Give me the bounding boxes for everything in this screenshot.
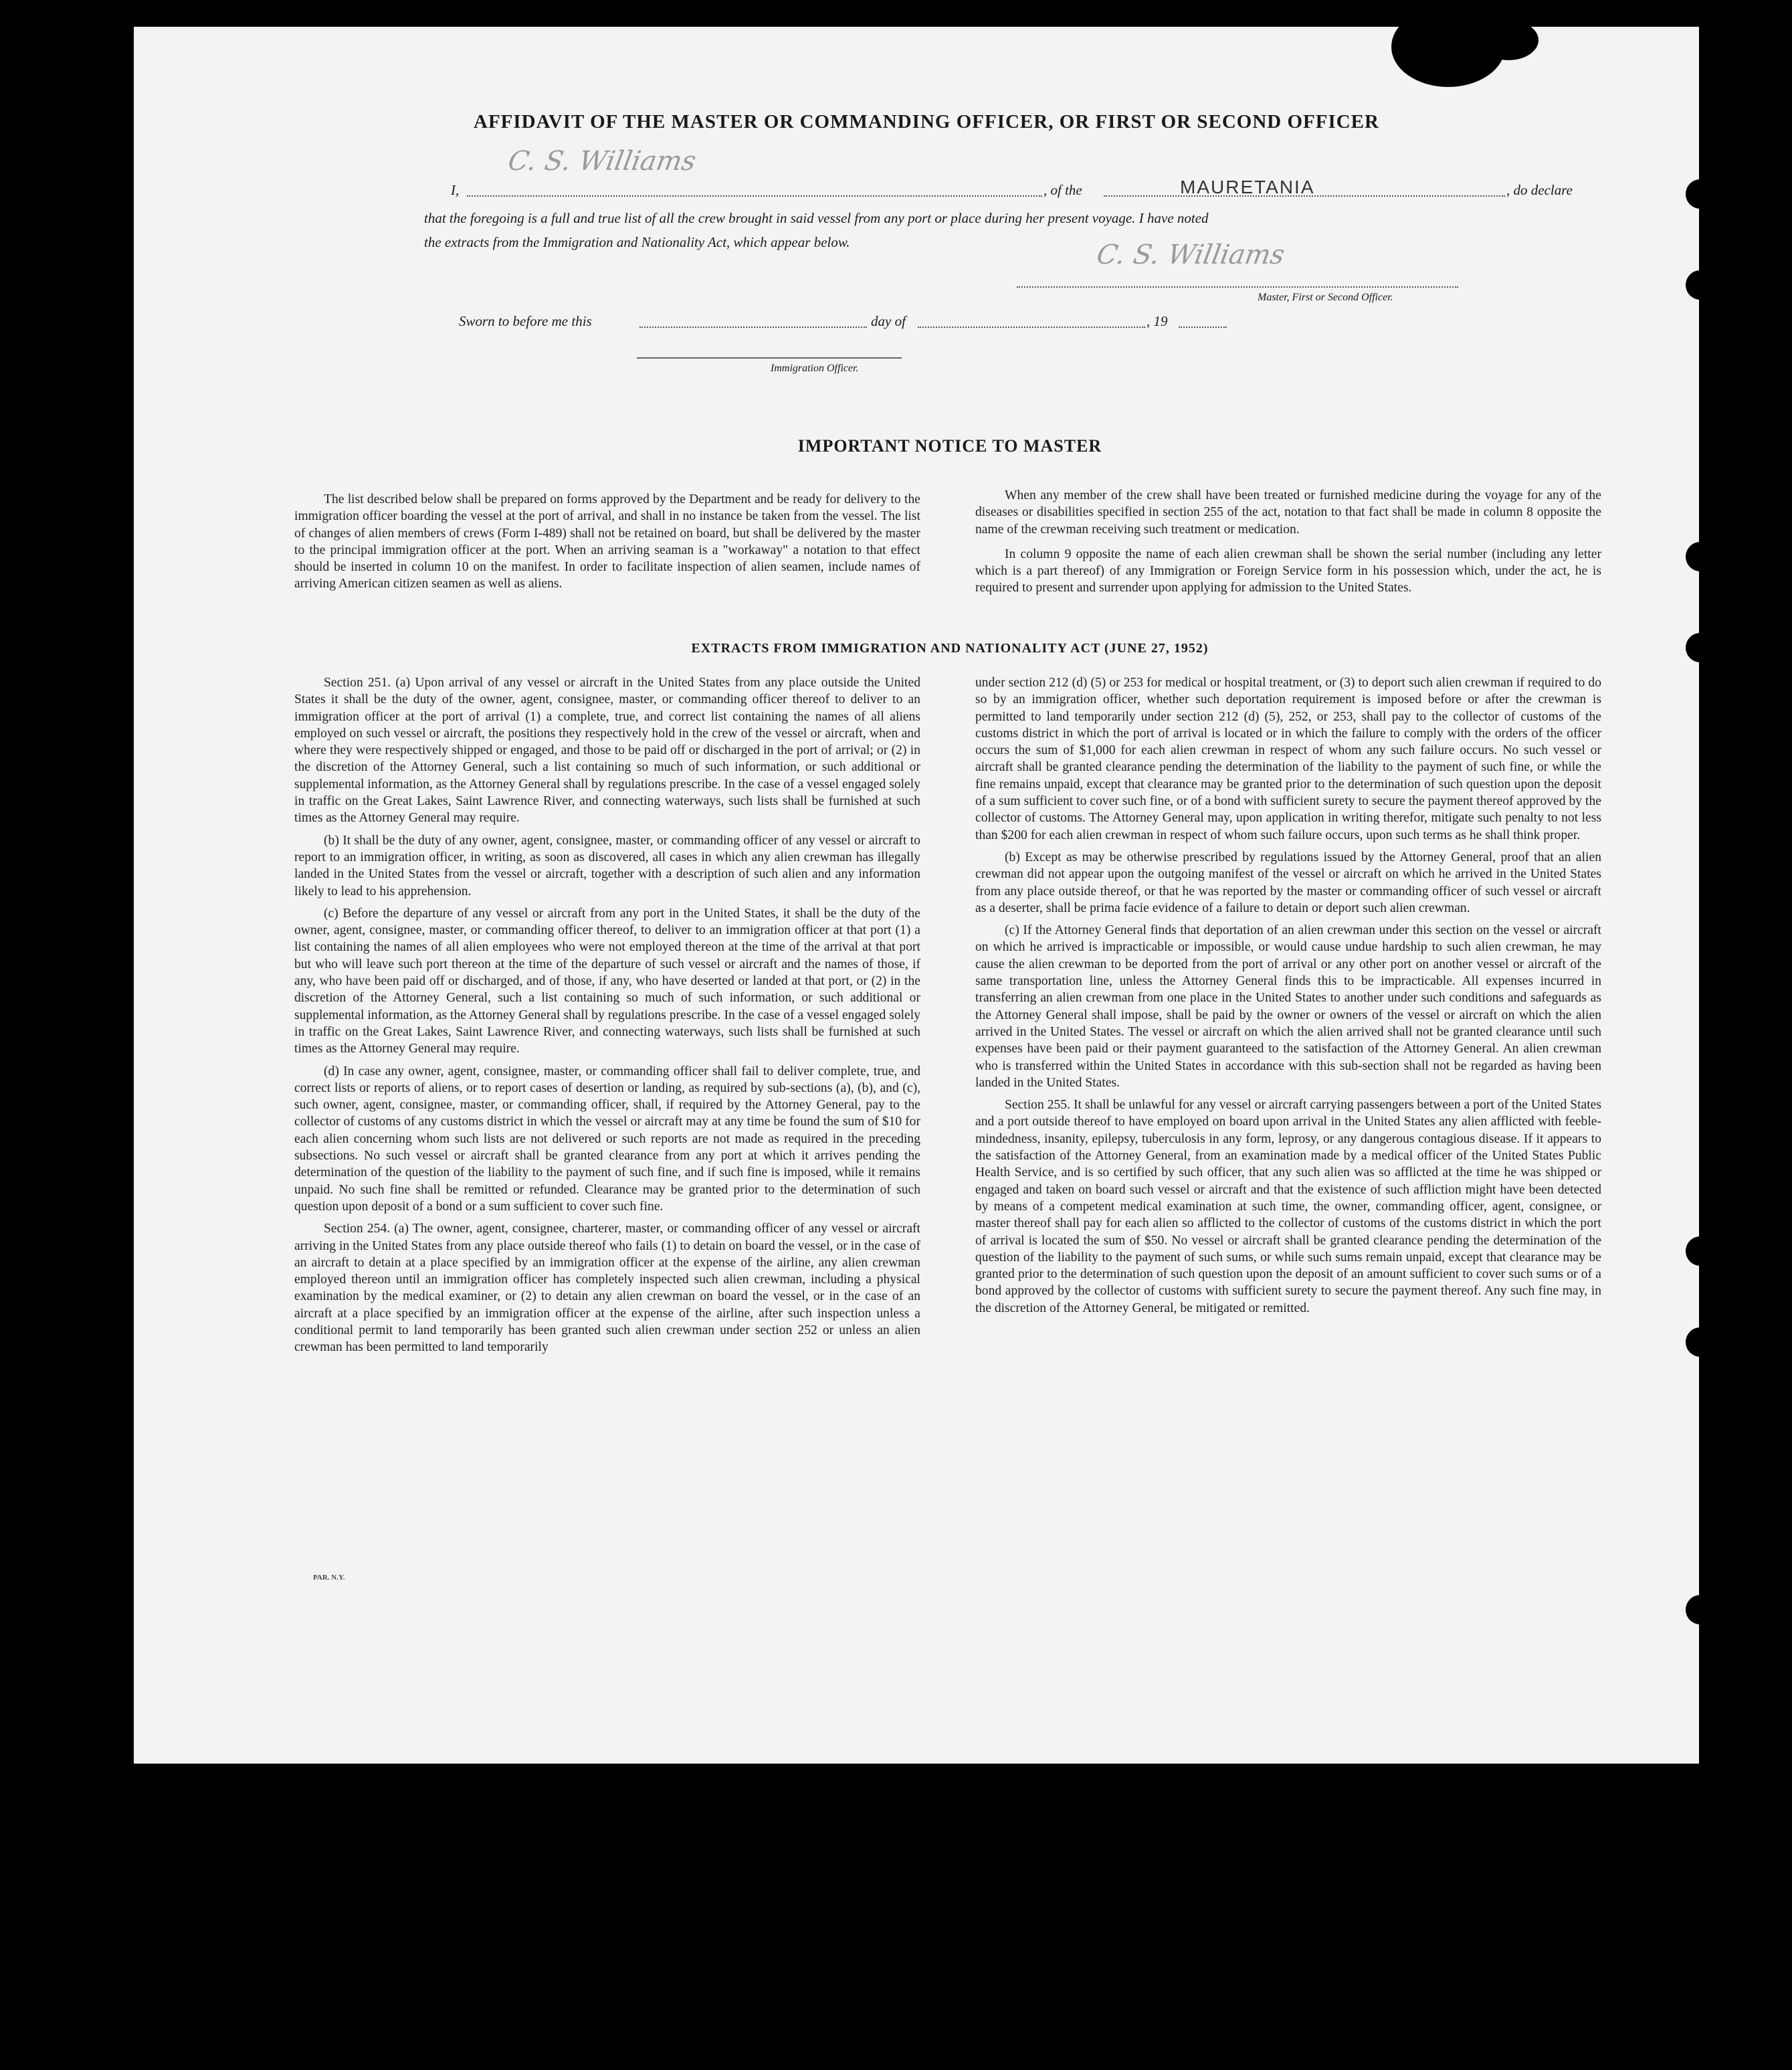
statement-line-1: that the foregoing is a full and true list of all the crew brought in said vessel from any port or place during her present voyage. I have noted <box>424 210 1209 226</box>
binder-hole <box>1686 1327 1715 1357</box>
torn-corner-detail <box>1478 20 1538 60</box>
notice-right-paragraph-2: In column 9 opposite the name of each alien crewman shall be shown the serial number (including any letter which is a part thereof) of any Immigration or Foreign Service form in his possession which, under the act, he is required to present and surrender upon applying for admission to the United States. <box>975 547 1601 595</box>
binder-hole <box>1686 542 1715 571</box>
section-251-c: (c) Before the departure of any vessel or aircraft from any port in the United States, it shall be the duty of the owner, agent, consignee, master, or commanding officer thereof, to deliver to an immigration officer at that port (1) a list containing the names of all alien employees who were not employed thereon at the time of the arrival at that port but who will leave such port thereon at the time of the departure of such vessel or aircraft and the names of those, if any, who have been paid off or discharged, and of those, if any, who have deserted or landed at that port, or (2) in the discretion of the Attorney General, such a list containing so much of such information, or such additional or supplemental information, as the Attorney General shall by regulations prescribe. In the case of a vessel engaged solely in traffic on the Great Lakes, Saint Lawrence River, and connecting waterways, such lists shall be furnished at such times as the Attorney General may require. <box>294 906 920 1056</box>
section-254-c: (c) If the Attorney General finds that deportation of an alien crewman under this section on the vessel or aircraft on which he arrived is impracticable or impossible, or would cause undue hardship to such alien crewman, he may cause the alien crewman to be deported from the port of arrival or any other port on another vessel or aircraft of the same transportation line, unless the Attorney General finds this to be impracticable. All expenses incurred in transferring an alien crewman from one place in the United States to another under such conditions and safeguards as the Attorney General shall impose, shall be paid by the owner or owners of the vessel or aircraft on which the alien arrived in the United States. The vessel or aircraft on which the alien arrived shall not be granted clearance until such expenses have been paid or their payment guaranteed to the satisfaction of the Attorney General. An alien crewman who is transferred within the United States in accordance with this sub-section shall not be regarded as having been landed in the United States. <box>975 923 1601 1090</box>
of-the-label: , of the <box>1043 182 1082 198</box>
footer-code: PAR. N.Y. <box>313 1574 345 1582</box>
binder-hole <box>1686 179 1715 209</box>
extracts-heading: EXTRACTS FROM IMMIGRATION AND NATIONALITY ACT (JUNE 27, 1952) <box>691 641 1209 656</box>
binder-hole <box>1686 633 1715 662</box>
binder-hole <box>1686 270 1715 300</box>
statement-line-2: the extracts from the Immigration and Nationality Act, which appear below. <box>424 234 850 250</box>
document-page <box>134 27 1699 1764</box>
notice-left-paragraph: The list described below shall be prepared on forms approved by the Department and be ready for delivery to the immigration officer boarding the vessel at the port of arrival, and shall in no instance be taken from the vessel. The list of changes of alien members of crews (Form I-489) shall not be retained on board, but shall be delivered by the master to the principal immigration officer at the port. When an arriving seaman is a "workaway" a notation to that effect should be inserted in column 10 on the manifest. In order to facilitate inspection of alien seamen, include names of arriving American citizen seamen as well as aliens. <box>294 492 920 591</box>
section-251-d: (d) In case any owner, agent, consignee, master, or commanding officer shall fail to deliver complete, true, and correct lists or reports of aliens, or to report cases of desertion or landing, as required by sub-sections (a), (b), and (c), such owner, agent, consignee, master, or commanding officer, shall, if required by the Attorney General, pay to the collector of customs of any customs district in which the vessel or aircraft may at any time be found the sum of $10 for each alien concerning whom such lists are not delivered or such reports are not made as required in the preceding subsections. No such vessel or aircraft shall be granted clearance from any port at which it arrives pending the determination of the question of the liability to the payment of such fine, and if such fine is imposed, while it remains unpaid. No such fine shall be remitted or refunded. Clearance may be granted prior to the determination of such question upon deposit of a bond or a sum sufficient to cover such fine. <box>294 1064 920 1214</box>
section-251-b: (b) It shall be the duty of any owner, agent, consignee, master, or commanding officer of any vessel or aircraft to report to an immigration officer, in writing, as soon as discovered, all cases in which any alien crewman has illegally landed in the United States from the vessel or aircraft, together with a description of such alien and any information likely to lead to his apprehension. <box>294 833 920 899</box>
do-declare-label: , do declare <box>1506 182 1573 198</box>
notice-left-column <box>294 491 920 593</box>
officer-name-signature: C. S. Williams <box>505 146 698 177</box>
ship-name: MAURETANIA <box>1180 177 1315 197</box>
affidavit-title: AFFIDAVIT OF THE MASTER OR COMMANDING OFFICER, OR FIRST OR SECOND OFFICER <box>474 111 1379 132</box>
notice-right-paragraph-1: When any member of the crew shall have been treated or furnished medicine during the voyage for any of the diseases or disabilities specified in section 255 of the act, notation to that fact shall be made in column 8 opposite the name of the crewman receiving such treatment or medication. <box>975 488 1601 537</box>
section-251-a: Section 251. (a) Upon arrival of any vessel or aircraft in the United States from any place outside the United States it shall be the duty of the owner, agent, consignee, master, or commanding officer thereof to deliver to an immigration officer at the port of arrival (1) a complete, true, and correct list containing the names of all aliens employed on such vessel or aircraft, the positions they respectively hold in the crew of the vessel or aircraft, when and where they were respectively shipped or engaged, and those to be paid off or discharged in the port of arrival; or (2) in the discretion of the Attorney General, such a list containing so much of such information, or such additional or supplemental information, as the Attorney General shall by regulations prescribe. In the case of a vessel engaged solely in traffic on the Great Lakes, Saint Lawrence River, and connecting waterways, such lists shall be furnished at such times as the Attorney General may require. <box>294 676 920 826</box>
notice-heading: IMPORTANT NOTICE TO MASTER <box>797 436 1102 456</box>
binder-hole <box>1686 1236 1715 1266</box>
section-255: Section 255. It shall be unlawful for any vessel or aircraft carrying passengers between a port of the United States and a port outside thereof to have employed on board upon arrival in the United States any alien afflicted with feeble-mindedness, insanity, epilepsy, tuberculosis in any form, leprosy, or any dangerous contagious disease. If it appears to the satisfaction of the Attorney General, from an examination made by a medical officer of the United States Public Health Service, and is so certified by such officer, that any such alien was so afflicted at the time he was shipped or engaged and taken on board such vessel or aircraft and that the existence of such affliction might have been detected by means of a competent medical examination at such time, the owner, commanding officer, agent, consignee, or master thereof shall pay for each alien so afflicted to the collector of customs of the customs district in which the port of arrival is located the sum of $50. No vessel or aircraft shall be granted clearance pending the determination of the question of the liability to the payment of such sums, or while such sums remain unpaid, except that clearance may be granted prior to the determination of such question upon the deposit of an amount sufficient to cover such sums or of a bond approved by the collector of customs with sufficient surety to secure the payment thereof. Any such fine may, in the discretion of the Attorney General, be mitigated or remitted. <box>975 1098 1601 1315</box>
sworn-day-line <box>639 326 867 328</box>
extracts-right-column <box>975 674 1601 1317</box>
section-254-b: (b) Except as may be otherwise prescribed by regulations issued by the Attorney General, proof that an alien crewman did not appear upon the outgoing manifest of the vessel or aircraft on which he arrived in the United States from any place outside thereof, or that he was reported by the master or commanding officer of such vessel or aircraft as a deserter, shall be prima facie evidence of a failure to detain or deport such alien crewman. <box>975 850 1601 915</box>
sworn-label: Sworn to before me this <box>459 313 592 329</box>
section-254-a-continued: under section 212 (d) (5) or 253 for medical or hospital treatment, or (3) to deport such alien crewman if required to do so by an immigration officer, whether such deportation requirement is imposed before or after the crewman is permitted to land temporarily under section 212 (d) (5), 252, or 253, shall pay to the collector of customs of the customs district in which the port of arrival is located or in which the failure to comply with the orders of the officer occurs the sum of $1,000 for each alien crewman in respect of whom any such failure occurs. No such vessel or aircraft shall be granted clearance pending the determination of the liability to the payment of such fine, or while the fine remains unpaid, except that clearance may be granted prior to the determination of such question upon the deposit of a sum sufficient to cover such fine, or of a bond with sufficient surety to secure the payment thereof approved by the collector of customs. The Attorney General may, upon application in writing therefor, mitigate such penalty to not less than $200 for each alien crewman in respect of whom such failure occurs, upon such terms as he shall think proper. <box>975 676 1601 842</box>
sworn-month-line <box>918 326 1145 328</box>
year-label: , 19 <box>1147 313 1168 329</box>
master-signature-line <box>1017 286 1458 288</box>
officer-name-line <box>467 195 1042 197</box>
sworn-year-line <box>1179 326 1227 328</box>
immigration-officer-caption: Immigration Officer. <box>771 363 859 374</box>
immigration-officer-line <box>637 357 902 359</box>
extracts-left-column <box>294 674 920 1356</box>
master-signature-caption: Master, First or Second Officer. <box>1258 292 1393 303</box>
master-signature: C. S. Williams <box>1094 240 1287 270</box>
binder-hole <box>1686 1595 1715 1624</box>
day-of-label: day of <box>871 313 906 329</box>
i-label: I, <box>451 182 460 198</box>
section-254-a: Section 254. (a) The owner, agent, consignee, charterer, master, or commanding officer of any vessel or aircraft arriving in the United States from any place outside thereof who fails (1) to detain on board the vessel, or in the case of an aircraft to detain at a place specified by an immigration officer at the expense of the airline, any alien crewman employed thereon until an immigration officer has completely inspected such alien crewman, including a physical examination by the medical examiner, or (2) to detain any alien crewman on board the vessel, or in the case of an aircraft at a place specified by an immigration officer at the expense of the airline, after such inspection unless a conditional permit to land temporarily has been granted such alien crewman under section 252 or unless an alien crewman has been permitted to land temporarily <box>294 1222 920 1355</box>
notice-right-column <box>975 487 1601 597</box>
